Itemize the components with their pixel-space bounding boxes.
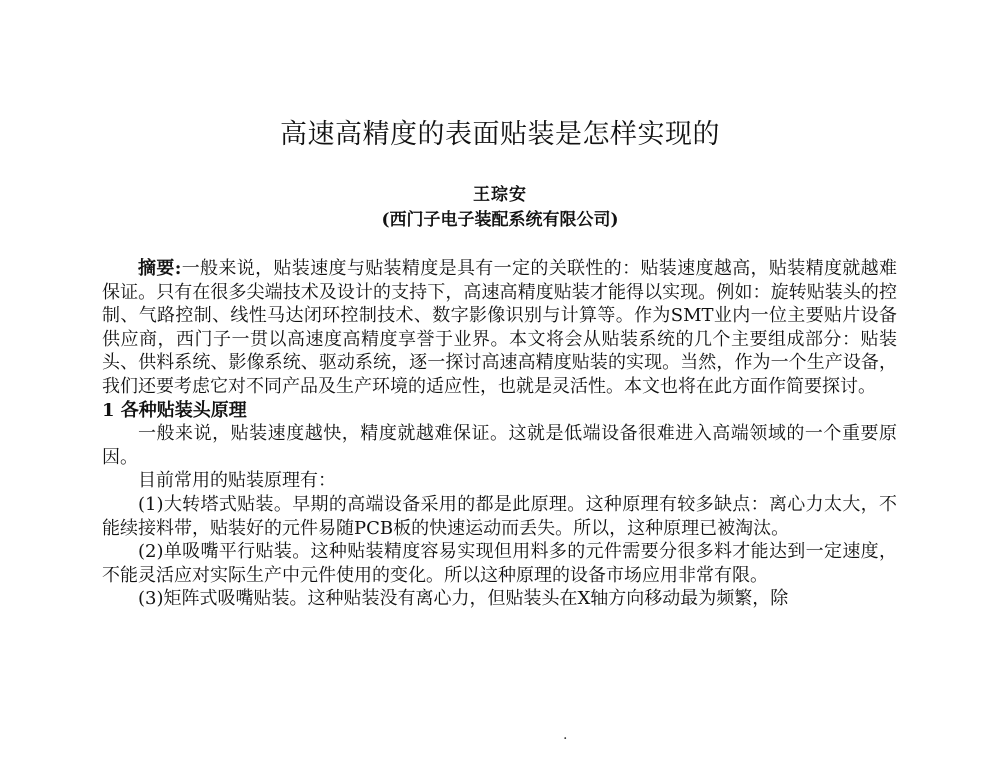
body-paragraph: (1)大转塔式贴装。早期的高端设备采用的都是此原理。这种原理有较多缺点：离心力太大，不能续接料带，贴装好的元件易随PCB板的快速运动而丢失。所以，这种原理已被淘汰。	[102, 493, 897, 539]
section-heading: 1 各种贴装头原理	[102, 399, 247, 421]
body-paragraph: 目前常用的贴装原理有：	[138, 470, 336, 492]
body-paragraph: (2)单吸嘴平行贴装。这种贴装精度容易实现但用料多的元件需要分很多料才能达到一定速度，不能灵活应对实际生产中元件使用的变化。所以这种原理的设备市场应用非常有限。	[102, 541, 897, 586]
body-paragraph: 一般来说，贴装速度越快，精度就越难保证。这就是低端设备很难进入高端领域的一个重要原因。	[102, 423, 897, 468]
page-title: 高速高精度的表面贴装是怎样实现的	[280, 119, 720, 150]
page-mark: .	[563, 727, 568, 743]
abstract-text: 一般来说，贴装速度与贴装精度是具有一定的关联性的：贴装速度越高，贴装精度就越难保证。只有在很多尖端技术及设计的支持下，高速高精度贴装才能得以实现。例如：旋转贴装头的控制、气路控制、线性马达闭环控制技术、数字影像识别与计算等。作为SMT业内一位主要贴片设备供应商，西门子一贯以高速度高精度享誉于业界。本文将会从贴装系统的几个主要组成部分：贴装头、供料系统、影像系统、驱动系统，逐一探讨高速高精度贴装的实现。当然，作为一个生产设备，我们还要考虑它对不同产品及生产环境的适应性，也就是灵活性。本文也将在此方面作简要探讨。	[102, 258, 897, 397]
author-name: 王琮安	[473, 185, 527, 205]
author-affiliation: (西门子电子装配系统有限公司)	[381, 210, 619, 230]
abstract-label: 摘要:	[138, 258, 182, 279]
abstract-paragraph	[102, 257, 897, 399]
body-paragraph: (3)矩阵式吸嘴贴装。这种贴装没有离心力，但贴装头在X轴方向移动最为频繁，除	[138, 588, 789, 610]
document-body	[102, 257, 897, 611]
